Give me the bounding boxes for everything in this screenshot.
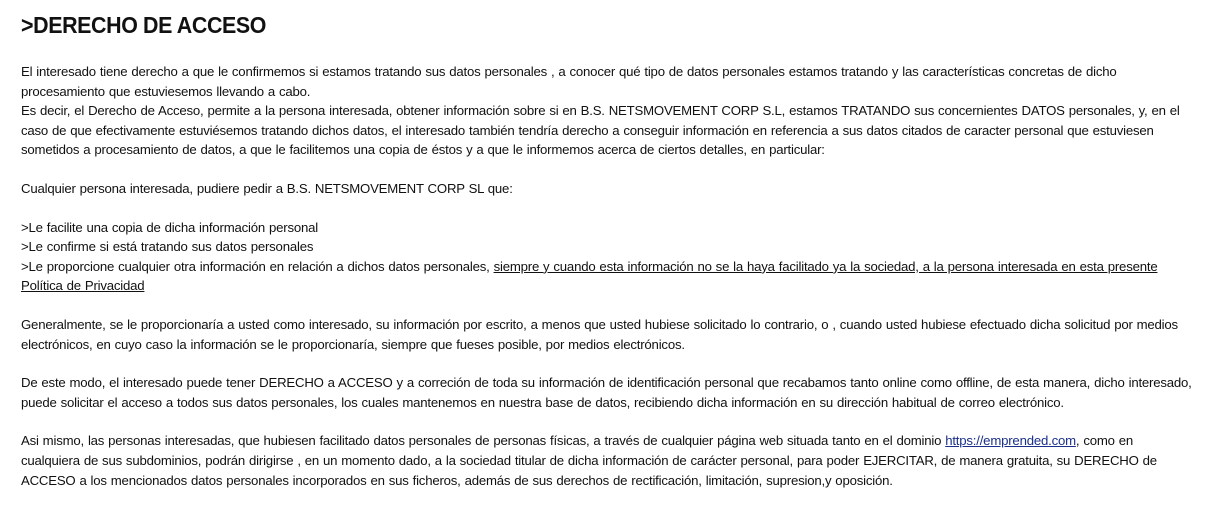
paragraph-domain — [21, 431, 1193, 490]
domain-text-before: Asi mismo, las personas interesadas, que hubiesen facilitado datos personales de personas físicas, a través de cualquier página web situada tanto en el dominio — [21, 433, 946, 449]
list-item: >Le facilite una copia de dicha información personal — [21, 219, 318, 235]
section-title: >DERECHO DE ACCESO — [21, 12, 267, 38]
paragraph-request: Cualquier persona interesada, pudiere pedir a B.S. NETSMOVEMENT CORP SL que: — [21, 180, 513, 196]
domain-link[interactable]: https://emprended.com — [945, 433, 1076, 449]
paragraph-access-correction: De este modo, el interesado puede tener DERECHO a ACCESO y a correción de toda su información de identificación personal que recabamos tanto online como offline, de esta manera, dicho interesado, puede solicitar el acceso a todos sus datos personales, los cuales mantenemos en nuestra base de datos, recibiendo dicha información en su dirección habitual de correo electrónico. — [21, 375, 1192, 410]
list-item: >Le proporcione cualquier otra información en relación a dichos datos personales, — [21, 258, 494, 274]
privacy-section — [21, 10, 1193, 490]
paragraph-intro — [21, 62, 1193, 160]
intro-explanation: Es decir, el Derecho de Acceso, permite a la persona interesada, obtener información sobre si en B.S. NETSMOVEMENT CORP S.L, estamos TRATANDO sus concernientes DATOS personales, y, en el caso de que efectivamente estuviésemos tratando dichos datos, el interesado también tendría derecho a conseguir información en referencia a sus datos citados de caracter personal que estuviesen sometidos a procesamiento de datos, a que le facilitemos una copia de éstos y a que le informemos acerca de ciertos detalles, en particular: — [21, 103, 1180, 158]
domain-text-after: , como en cualquiera de sus subdominios, podrán dirigirse , en un momento dado, a la sociedad titular de dicha información de carácter personal, para poder EJERCITAR, de manera gratuita, su DERECHO de ACCESO a los mencionados datos personales incorporados en sus ficheros, además de sus derechos de rectificación, limitación, supresion,y oposición. — [21, 433, 1157, 488]
list-item-underlined-note: siempre y cuando esta información no se la haya facilitado ya la sociedad, a la persona interesada en esta presente Política de Privacidad — [21, 258, 1158, 294]
rights-list — [21, 218, 1193, 296]
paragraph-format: Generalmente, se le proporcionaría a usted como interesado, su información por escrito, a menos que usted hubiese solicitado lo contrario, o , cuando usted hubiese efectuado dicha solicitud por medios electrónicos, en cuyo caso la información se le proporcionaría, siempre que fueses posible, por medios electrónicos. — [21, 316, 1178, 352]
list-item: >Le confirme si está tratando sus datos personales — [21, 239, 314, 255]
intro-sentence: El interesado tiene derecho a que le confirmemos si estamos tratando sus datos personales , a conocer qué tipo de datos personales estamos tratando y las características concretas de dicho procesamiento que estuviesemos llevando a cabo. — [21, 64, 1117, 99]
